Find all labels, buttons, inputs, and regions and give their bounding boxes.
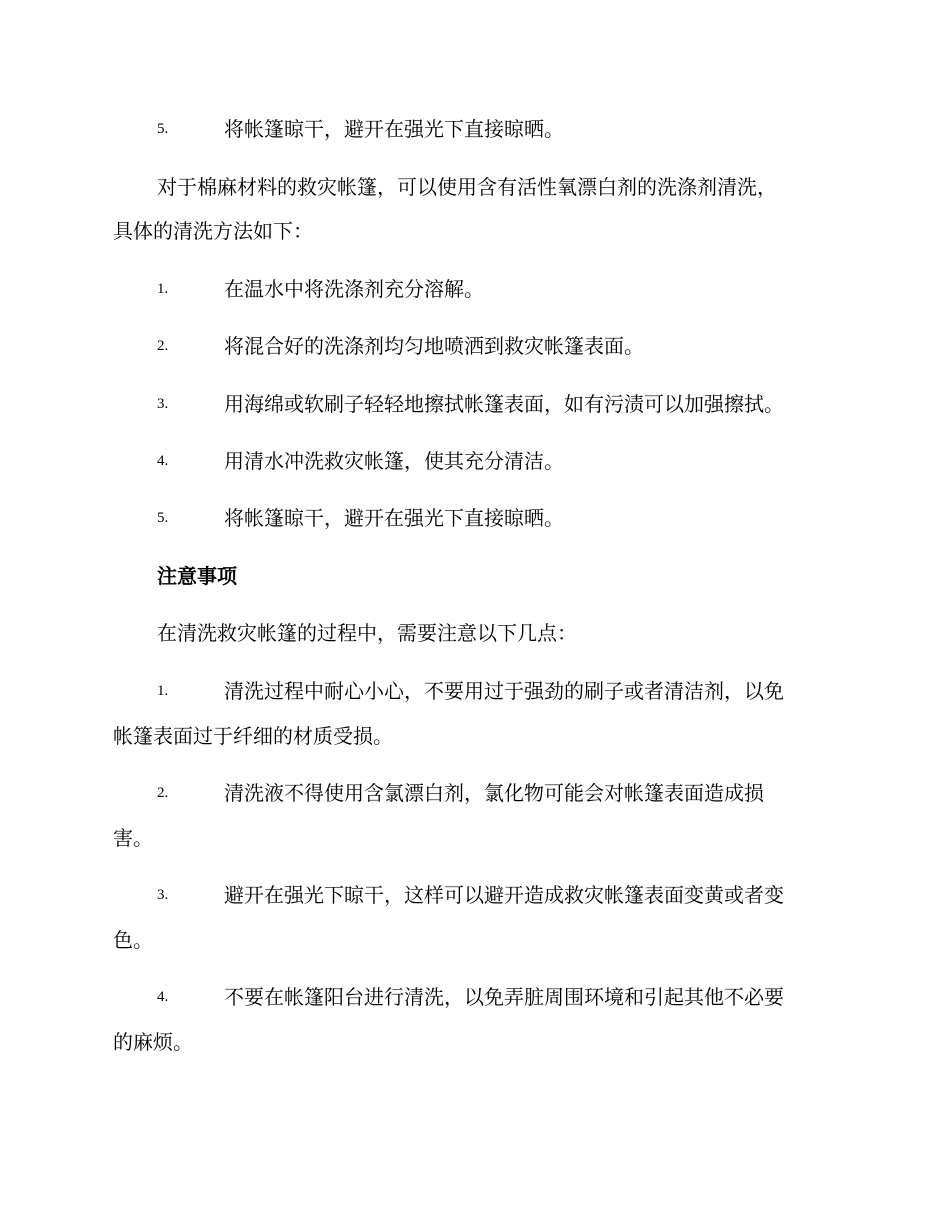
list-item-text: 的麻烦。 [113,1030,193,1054]
list-number: 1. [157,683,169,699]
list-number: 2. [157,785,169,801]
list-item-text: 清洗过程中耐心小心，不要用过于强劲的刷子或者清洁剂，以免 [224,679,784,703]
section-heading: 注意事项 [157,564,237,588]
list-number: 5. [157,510,169,526]
list-number: 3. [157,887,169,903]
list-item-text: 色。 [113,928,153,952]
list-item-text: 害。 [113,826,153,850]
list-number: 3. [157,396,169,412]
list-item-text: 用海绵或软刷子轻轻地擦拭帐篷表面，如有污渍可以加强擦拭。 [224,392,784,416]
paragraph-line: 对于棉麻材料的救灾帐篷，可以使用含有活性氧漂白剂的洗涤剂清洗， [157,175,777,199]
list-item-text: 将混合好的洗涤剂均匀地喷洒到救灾帐篷表面。 [224,334,644,358]
list-item-text: 帐篷表面过于纤细的材质受损。 [113,724,393,748]
list-number: 4. [157,989,169,1005]
list-number: 5. [157,121,169,137]
list-number: 4. [157,453,169,469]
list-item-text: 用清水冲洗救灾帐篷，使其充分清洁。 [224,449,564,473]
list-item-text: 避开在强光下晾干，这样可以避开造成救灾帐篷表面变黄或者变 [224,883,784,907]
list-item-text: 将帐篷晾干，避开在强光下直接晾晒。 [224,506,564,530]
paragraph-line: 具体的清洗方法如下： [113,219,313,243]
list-item-text: 清洗液不得使用含氯漂白剂，氯化物可能会对帐篷表面造成损 [224,781,764,805]
list-number: 1. [157,281,169,297]
list-item-text: 将帐篷晾干，避开在强光下直接晾晒。 [224,117,564,141]
paragraph-line: 在清洗救灾帐篷的过程中，需要注意以下几点： [157,621,577,645]
list-item-text: 不要在帐篷阳台进行清洗，以免弄脏周围环境和引起其他不必要 [224,985,784,1009]
list-number: 2. [157,338,169,354]
list-item-text: 在温水中将洗涤剂充分溶解。 [224,277,484,301]
